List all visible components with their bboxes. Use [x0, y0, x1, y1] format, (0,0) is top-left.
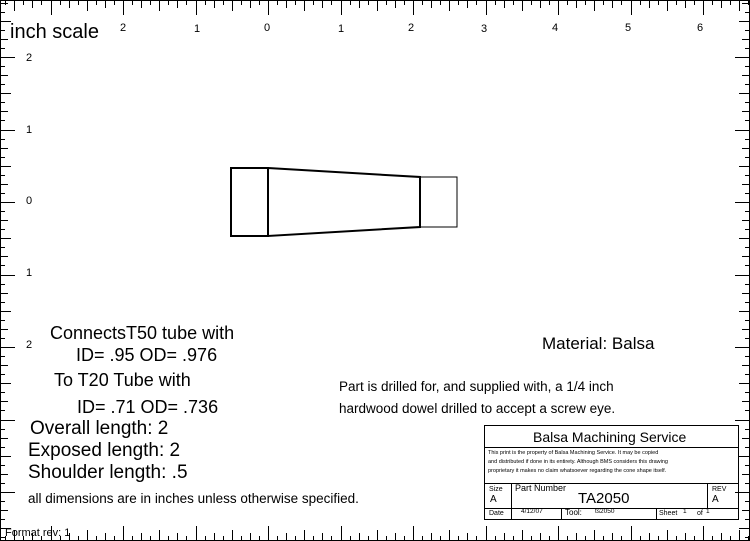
- sheet-label: Sheet: [659, 510, 678, 517]
- connects-note: ConnectsT50 tube with: [50, 323, 235, 343]
- rev-cell: [707, 483, 738, 508]
- part-number-row: [485, 483, 738, 509]
- size-value: A: [490, 494, 497, 505]
- exposed-length: Exposed length: 2: [28, 440, 181, 461]
- scale-label: inch scale: [10, 21, 99, 43]
- connects-dimensions: ID= .95 OD= .976: [76, 345, 218, 365]
- tool-value: ts2050: [595, 508, 615, 515]
- of-value: 1: [706, 508, 710, 515]
- top-ruler-label: 4: [552, 22, 559, 34]
- top-ruler-label: 6: [697, 22, 704, 34]
- format-rev: Format rev: 1: [5, 527, 71, 539]
- top-ruler-label: 2: [408, 22, 415, 34]
- size-label: Size: [489, 486, 503, 493]
- disclaimer-line1: This print is the property of Balsa Machining Service. It may be copied: [488, 450, 659, 456]
- rev-label: REV: [712, 486, 727, 493]
- date-value: 4/12/07: [521, 508, 543, 515]
- shoulder-t20: [420, 177, 457, 227]
- left-ruler-label: 2: [26, 339, 33, 351]
- overall-length: Overall length: 2: [30, 418, 169, 439]
- tapered-body: [268, 168, 420, 236]
- title-block: [484, 425, 739, 520]
- top-ruler-label: 2: [120, 22, 127, 34]
- rev-value: A: [712, 494, 719, 505]
- part-number-label: Part Number: [515, 483, 567, 493]
- company-name: Balsa Machining Service: [533, 429, 687, 445]
- company-row: [485, 426, 738, 448]
- transition-part: [231, 168, 457, 236]
- left-ruler-label: 1: [26, 267, 33, 279]
- dimensions-note: all dimensions are in inches unless otherwise specified.: [28, 491, 359, 506]
- tool-cell: [561, 508, 657, 519]
- date-label: Date: [489, 510, 504, 517]
- left-ruler-label: 1: [26, 124, 33, 136]
- part-number: TA2050: [578, 490, 630, 507]
- to-dimensions: ID= .71 OD= .736: [77, 397, 219, 417]
- disclaimer-row: [485, 447, 738, 484]
- disclaimer-line3: proprietary it makes no claim whatsoever regarding the cone shape itself.: [488, 468, 667, 474]
- sheet-value: 1: [683, 508, 687, 515]
- top-ruler-label: 5: [625, 22, 632, 34]
- top-ruler-label: 3: [481, 23, 488, 35]
- top-ruler-label: 0: [264, 22, 271, 34]
- drill-note-line2: hardwood dowel drilled to accept a screw eye.: [339, 401, 616, 416]
- left-ruler-label: 2: [26, 52, 33, 64]
- size-cell: [485, 483, 512, 508]
- shoulder-t50: [231, 168, 268, 236]
- top-ruler-label: 1: [338, 23, 345, 35]
- tool-label: Tool:: [565, 508, 582, 517]
- drill-note-line1: Part is drilled for, and supplied with, a 1/4 inch: [339, 379, 614, 394]
- disclaimer-line2: and distributed if done in its entirety. Although BMS considers this drawing: [488, 459, 668, 465]
- date-label-cell: [485, 508, 512, 519]
- top-ruler-label: 1: [194, 23, 201, 35]
- material-note: Material: Balsa: [542, 334, 655, 353]
- left-ruler-label: 0: [26, 195, 33, 207]
- of-label: of: [697, 510, 703, 517]
- footer-row: [485, 508, 738, 519]
- to-note: To T20 Tube with: [54, 370, 191, 390]
- shoulder-length: Shoulder length: .5: [28, 462, 188, 483]
